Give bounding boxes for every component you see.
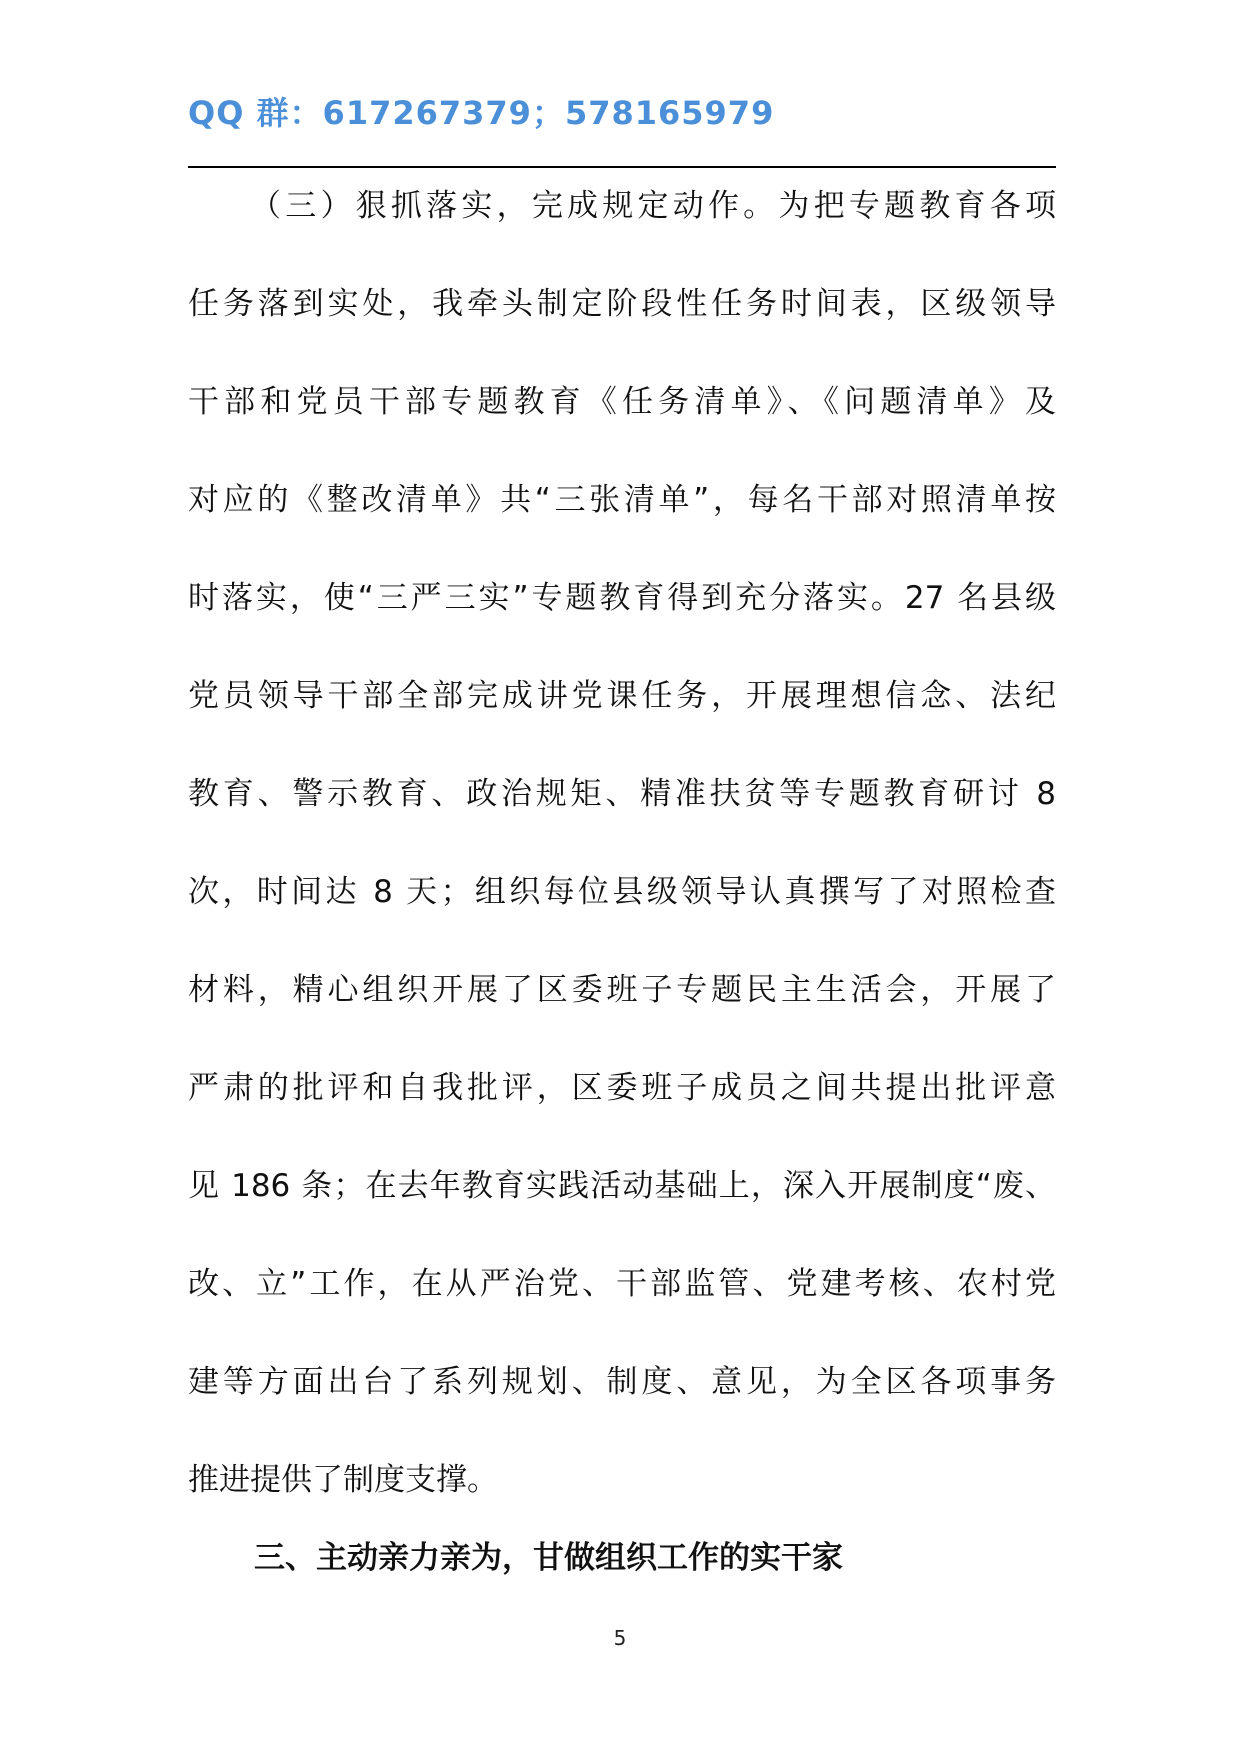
paragraph-line: 推进提供了制度支撑。 xyxy=(188,1462,498,1498)
paragraph-line: 时落实，使“三严三实”专题教育得到充分落实。27 名县级 xyxy=(188,580,1056,616)
section-heading: 三、主动亲力亲为，甘做组织工作的实干家 xyxy=(254,1540,843,1576)
header-qq-group: QQ 群：617267379；578165979 xyxy=(188,94,775,132)
paragraph-line: 严肃的批评和自我批评，区委班子成员之间共提出批评意 xyxy=(188,1070,1056,1106)
paragraph-line: 建等方面出台了系列规划、制度、意见，为全区各项事务 xyxy=(188,1364,1056,1400)
body-paragraph xyxy=(188,176,1056,1548)
paragraph-line: 材料，精心组织开展了区委班子专题民主生活会，开展了 xyxy=(188,972,1056,1008)
page-number: 5 xyxy=(613,1626,627,1650)
paragraph-line: 对应的《整改清单》共“三张清单”，每名干部对照清单按 xyxy=(188,482,1056,518)
paragraph-line: 任务落到实处，我牵头制定阶段性任务时间表，区级领导 xyxy=(188,286,1056,322)
paragraph-line: 改、立”工作，在从严治党、干部监管、党建考核、农村党 xyxy=(188,1266,1056,1302)
paragraph-line: 教育、警示教育、政治规矩、精准扶贫等专题教育研讨 8 xyxy=(188,776,1056,812)
paragraph-line: 见 186 条；在去年教育实践活动基础上，深入开展制度“废、 xyxy=(188,1168,1056,1204)
paragraph-line: 干部和党员干部专题教育《任务清单》、《问题清单》及 xyxy=(188,384,1056,420)
paragraph-line: 次，时间达 8 天；组织每位县级领导认真撰写了对照检查 xyxy=(188,874,1056,910)
header-divider xyxy=(188,166,1056,168)
paragraph-line: （三）狠抓落实，完成规定动作。为把专题教育各项 xyxy=(250,188,1056,224)
paragraph-line: 党员领导干部全部完成讲党课任务，开展理想信念、法纪 xyxy=(188,678,1056,714)
